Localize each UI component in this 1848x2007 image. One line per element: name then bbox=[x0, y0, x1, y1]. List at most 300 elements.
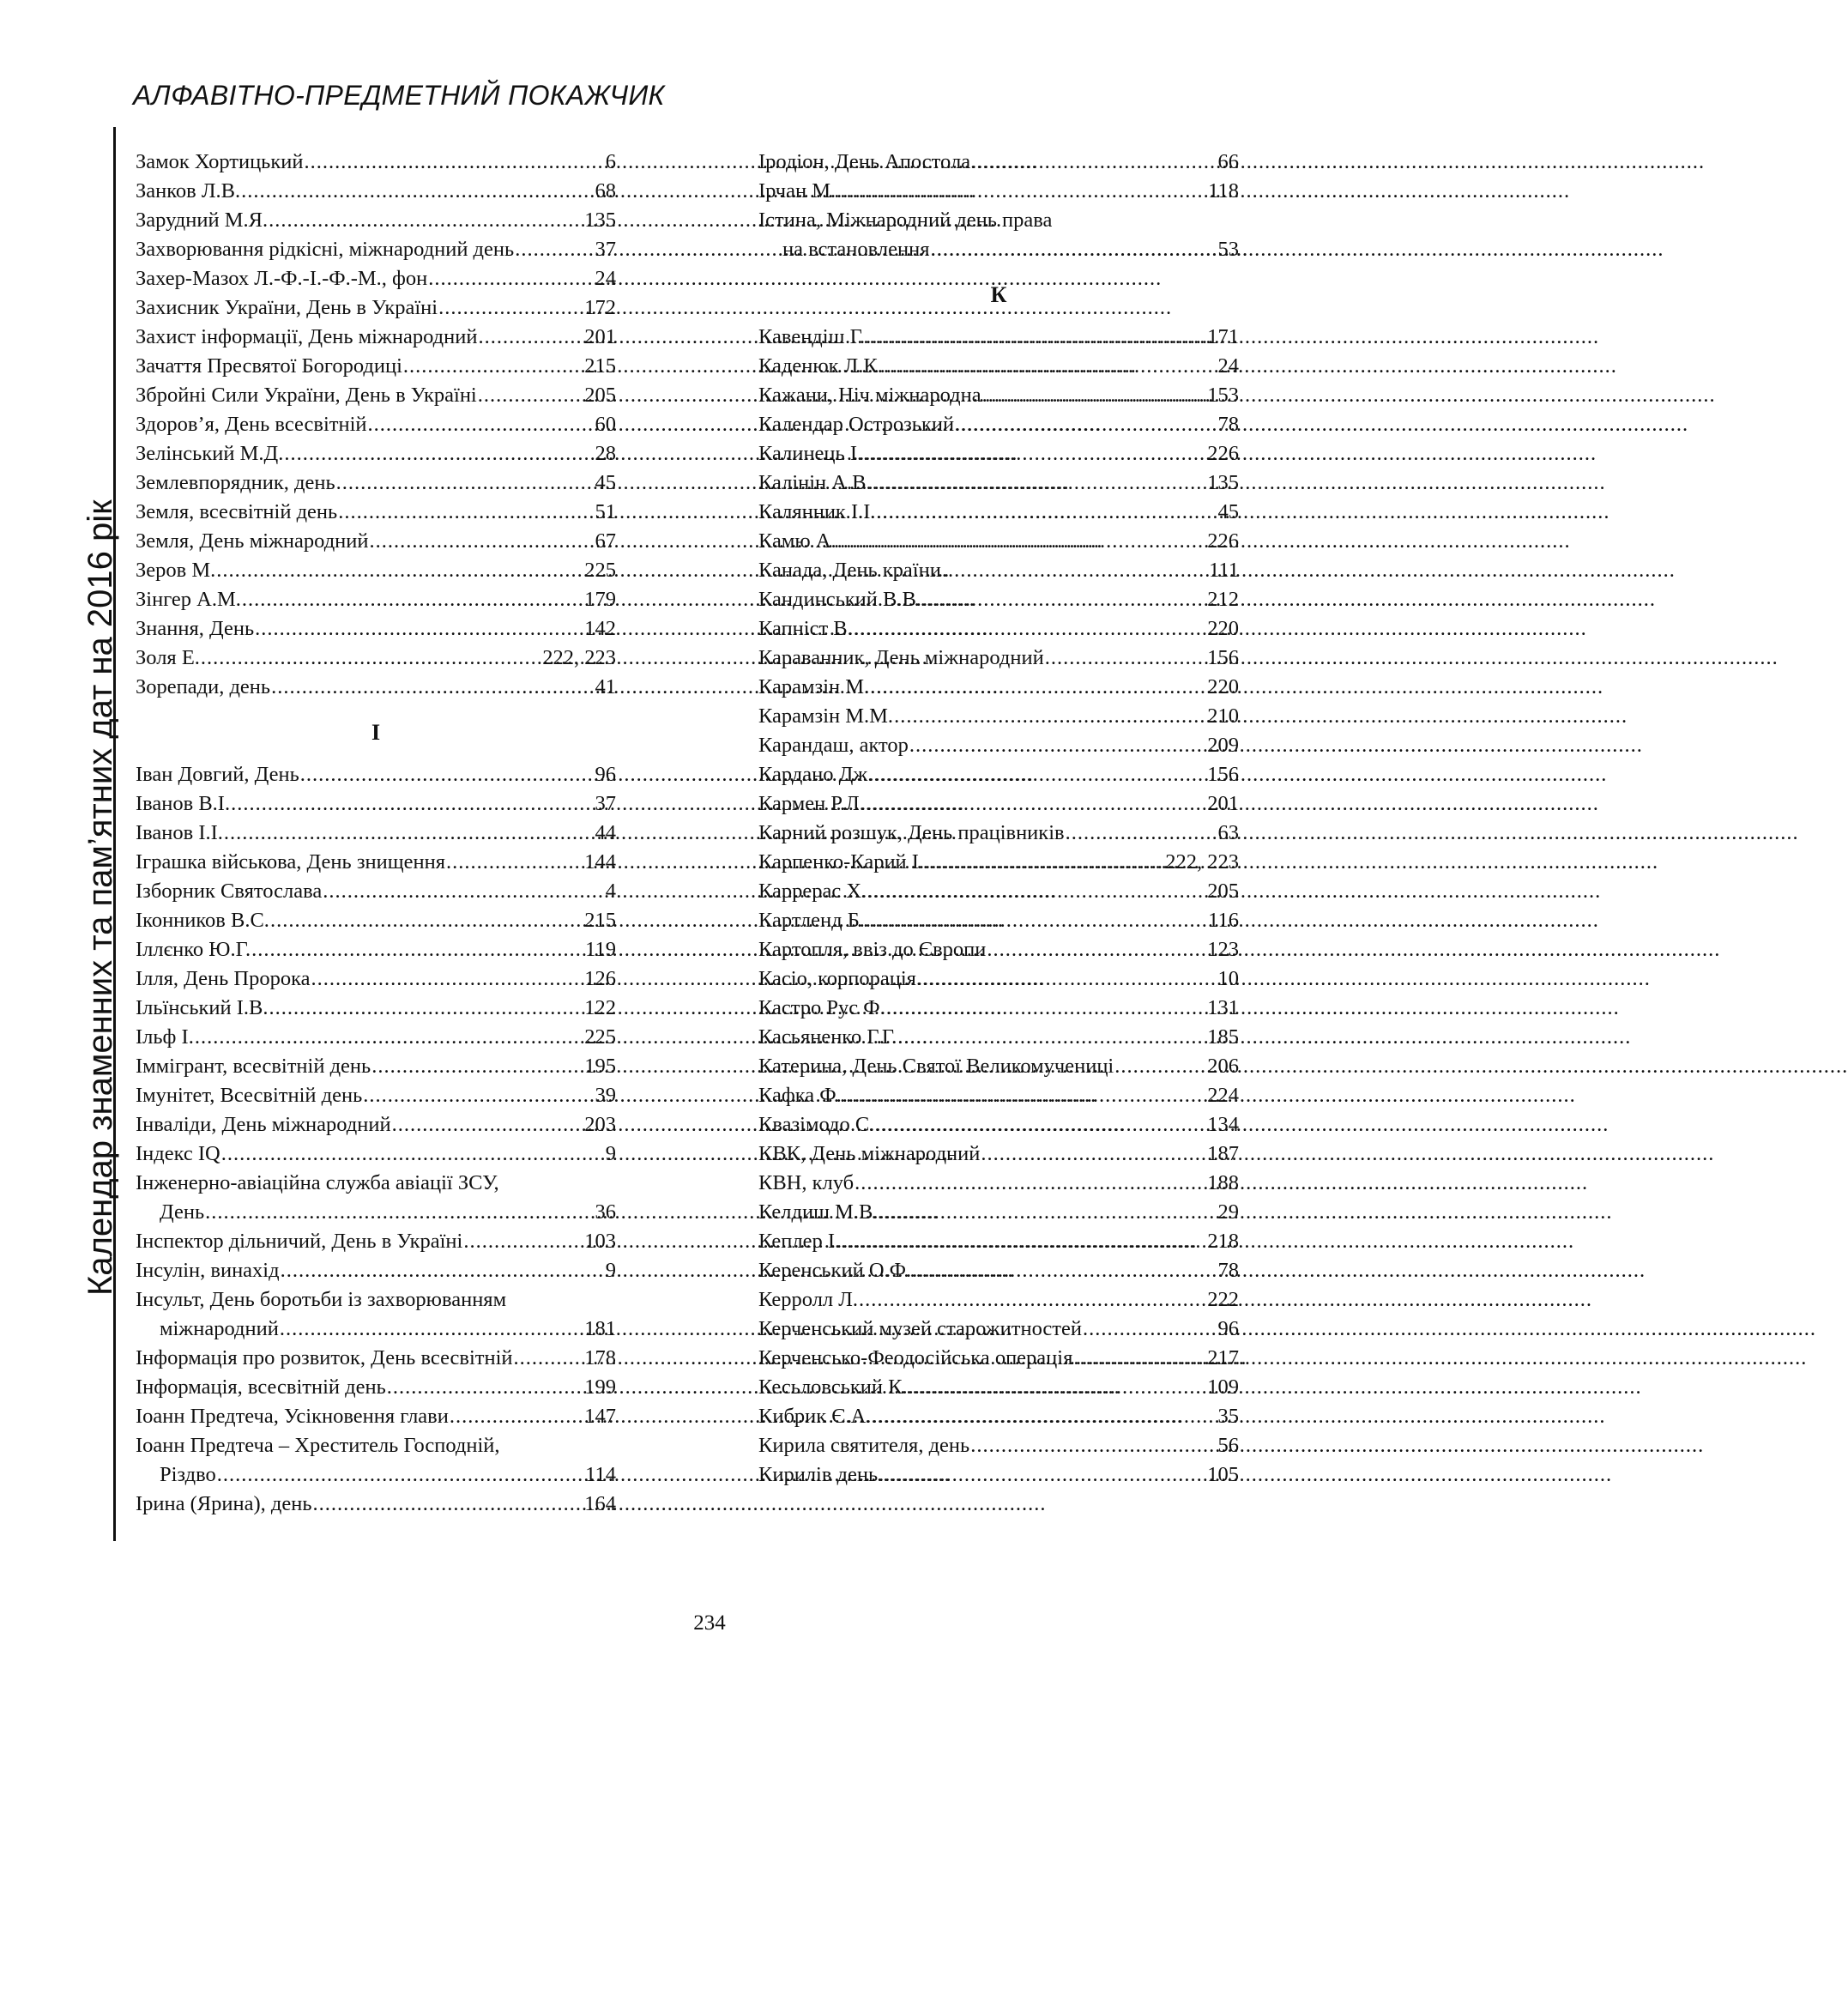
index-entry-term: Зеров М. bbox=[136, 559, 216, 582]
index-entry-term: Різдво bbox=[160, 1463, 216, 1486]
index-entry-page: 119 bbox=[585, 938, 616, 961]
index-entry-page: 37 bbox=[595, 238, 616, 261]
index-entry-page: 179 bbox=[584, 588, 616, 611]
index-entry-page: 220 bbox=[1207, 675, 1239, 698]
index-entry-page: 39 bbox=[595, 1084, 616, 1107]
dot-leader bbox=[931, 235, 1217, 264]
index-entry-term: Іграшка військова, День знищення bbox=[136, 850, 445, 874]
index-entry-page: 135 bbox=[1207, 471, 1239, 494]
index-entry bbox=[758, 789, 1239, 819]
index-entry-term: Каденюк Л.К. bbox=[758, 354, 883, 378]
index-entry-page: 45 bbox=[1217, 500, 1239, 523]
index-entry-page: 142 bbox=[584, 617, 616, 640]
index-entry bbox=[758, 1431, 1239, 1460]
index-entry-term: Зінгер А.М. bbox=[136, 588, 241, 611]
dot-leader bbox=[363, 1081, 594, 1110]
index-entry bbox=[758, 439, 1239, 469]
index-entry-page: 134 bbox=[1207, 1113, 1239, 1136]
dot-leader bbox=[870, 673, 1206, 702]
index-entry-page: 114 bbox=[585, 1463, 616, 1486]
index-entry bbox=[136, 1256, 616, 1285]
index-entry-term: Здоров’я, День всесвітній bbox=[136, 413, 367, 436]
dot-leader bbox=[866, 789, 1206, 819]
index-entry bbox=[136, 644, 616, 673]
index-entry-page: 122 bbox=[584, 996, 616, 1019]
index-entry-term: День bbox=[160, 1200, 205, 1224]
index-entry-page: 217 bbox=[1207, 1346, 1239, 1369]
index-entry-term: Зачаття Пресвятої Богородиці bbox=[136, 354, 402, 378]
index-entry-page: 66 bbox=[1217, 150, 1239, 173]
index-entry bbox=[758, 1198, 1239, 1227]
dot-leader bbox=[428, 264, 594, 293]
index-entry-page: 35 bbox=[1217, 1405, 1239, 1428]
index-entry-page: 6 bbox=[605, 150, 616, 173]
index-entry bbox=[758, 1256, 1239, 1285]
index-entry-page: 226 bbox=[1207, 442, 1239, 465]
index-entry-page: 164 bbox=[584, 1492, 616, 1515]
index-entry-page: 116 bbox=[1208, 909, 1239, 932]
index-entry-page: 218 bbox=[1207, 1230, 1239, 1253]
index-entry bbox=[136, 585, 616, 614]
index-entry-term: Збройні Сили України, День в Україні bbox=[136, 384, 477, 407]
dot-leader bbox=[231, 789, 594, 819]
index-entry bbox=[758, 848, 1239, 877]
index-entry bbox=[136, 1460, 616, 1490]
index-entry-term: Ільф І. bbox=[136, 1025, 194, 1049]
index-entry bbox=[136, 1198, 616, 1227]
index-entry-page: 96 bbox=[595, 763, 616, 786]
index-entry-term: Ірина (Ярина), день bbox=[136, 1492, 312, 1515]
dot-leader bbox=[879, 1460, 1206, 1490]
index-entry bbox=[758, 644, 1239, 673]
dot-leader bbox=[270, 906, 583, 935]
index-entry-term: Каррерас Х. bbox=[758, 880, 867, 903]
index-entry-page: 222 bbox=[1207, 1288, 1239, 1311]
index-entry-page: 222, 223 bbox=[542, 646, 616, 669]
dot-leader bbox=[873, 760, 1206, 789]
index-entry-page: 224 bbox=[1207, 1084, 1239, 1107]
index-entry-multiline bbox=[136, 1169, 616, 1227]
index-entry bbox=[136, 1081, 616, 1110]
dot-leader bbox=[866, 906, 1207, 935]
dot-leader bbox=[955, 410, 1217, 439]
index-entry-term: Картопля, ввіз до Європи bbox=[758, 938, 987, 961]
index-entry-page: 210 bbox=[1207, 704, 1239, 728]
index-entry bbox=[136, 760, 616, 789]
index-entry-term: Замок Хортицький bbox=[136, 150, 304, 173]
index-entry bbox=[136, 556, 616, 585]
index-entry-page: 201 bbox=[1207, 792, 1239, 815]
index-entry-term: Камю А. bbox=[758, 529, 836, 553]
index-entry bbox=[758, 527, 1239, 556]
index-entry-page: 29 bbox=[1217, 1200, 1239, 1224]
index-entry-page: 205 bbox=[1207, 880, 1239, 903]
dot-leader bbox=[971, 148, 1217, 177]
index-entry bbox=[136, 1227, 616, 1256]
index-entry-term: Ізборник Святослава bbox=[136, 880, 323, 903]
dot-leader bbox=[284, 439, 594, 469]
index-entry bbox=[758, 964, 1239, 994]
index-entry-page: 181 bbox=[584, 1317, 616, 1340]
index-entry-term: Земля, День міжнародний bbox=[136, 529, 369, 553]
index-entry-page: 201 bbox=[584, 325, 616, 348]
index-entry bbox=[136, 1490, 616, 1519]
index-entry bbox=[136, 439, 616, 469]
index-entry-term: Іван Довгий, День bbox=[136, 763, 299, 786]
index-entry-page: 178 bbox=[584, 1346, 616, 1369]
index-entry-first-line: Інсульт, День боротьби із захворюванням bbox=[136, 1288, 507, 1311]
index-entry-page: 78 bbox=[1217, 413, 1239, 436]
index-entry bbox=[758, 1285, 1239, 1315]
index-entry-term: Занков Л.В. bbox=[136, 179, 241, 203]
index-entry-page: 205 bbox=[584, 384, 616, 407]
index-entry bbox=[136, 410, 616, 439]
index-entry bbox=[136, 1140, 616, 1169]
index-entry-term: Кафка Ф. bbox=[758, 1084, 842, 1107]
dot-leader bbox=[313, 1490, 584, 1519]
index-entry-page: 144 bbox=[584, 850, 616, 874]
dot-leader bbox=[1083, 1315, 1217, 1344]
index-entry-page: 226 bbox=[1207, 529, 1239, 553]
dot-leader bbox=[450, 1402, 583, 1431]
index-entry bbox=[136, 819, 616, 848]
index-entry-first-line: Іоанн Предтеча – Хреститель Господній, bbox=[136, 1434, 500, 1457]
dot-leader bbox=[336, 469, 595, 498]
index-entry-page: 53 bbox=[1217, 238, 1239, 261]
index-entry-term: Катерина, День Святої Великомучениці bbox=[758, 1055, 1114, 1078]
index-entry-page: 44 bbox=[595, 821, 616, 844]
index-entry bbox=[136, 1402, 616, 1431]
index-entry-page: 37 bbox=[595, 792, 616, 815]
index-entry-term: Інформація про розвиток, День всесвітній bbox=[136, 1346, 513, 1369]
index-entry-term: Кардано Дж. bbox=[758, 763, 873, 786]
index-entry-page: 109 bbox=[1207, 1375, 1239, 1399]
index-entry bbox=[758, 1344, 1239, 1373]
index-entry-term: Карний розшук, День працівників bbox=[758, 821, 1065, 844]
index-entry-page: 156 bbox=[1207, 646, 1239, 669]
index-entry bbox=[136, 352, 616, 381]
index-entry bbox=[758, 1315, 1239, 1344]
dot-leader bbox=[338, 498, 594, 527]
index-entry-term: Іоанн Предтеча, Усікновення глави bbox=[136, 1405, 449, 1428]
index-entry-page: 4 bbox=[605, 880, 616, 903]
index-entry bbox=[758, 1110, 1239, 1140]
dot-leader bbox=[392, 1110, 584, 1140]
dot-leader bbox=[867, 877, 1206, 906]
index-entry-term: Келдиш М.В. bbox=[758, 1200, 879, 1224]
index-entry-page: 9 bbox=[605, 1259, 616, 1282]
index-entry-page: 28 bbox=[595, 442, 616, 465]
index-entry-term: Карпенко-Карий І. bbox=[758, 850, 925, 874]
index-entry bbox=[758, 352, 1239, 381]
index-entry bbox=[758, 381, 1239, 410]
index-entry-term: Керченський музей старожитностей bbox=[758, 1317, 1082, 1340]
index-entry bbox=[758, 673, 1239, 702]
index-entry-term: Калинець І. bbox=[758, 442, 863, 465]
index-entry-term: Керенський О.Ф. bbox=[758, 1259, 912, 1282]
dot-leader bbox=[886, 994, 1206, 1023]
index-entry-term: Іконников В.С. bbox=[136, 909, 269, 932]
index-entry-multiline bbox=[136, 1431, 616, 1490]
index-entry bbox=[136, 148, 616, 177]
index-entry bbox=[136, 1110, 616, 1140]
index-entry-term: Інсулін, винахід bbox=[136, 1259, 280, 1282]
index-entry-term: Імунітет, Всесвітній день bbox=[136, 1084, 363, 1107]
index-entry-term: Іванов І.І. bbox=[136, 821, 223, 844]
dot-leader bbox=[873, 469, 1207, 498]
index-entry-term: Землевпорядник, день bbox=[136, 471, 335, 494]
dot-leader bbox=[251, 935, 584, 964]
index-entry-term: Кажани, Ніч міжнародна bbox=[758, 384, 981, 407]
index-entry-term: Карамзін М. bbox=[758, 675, 870, 698]
dot-leader bbox=[280, 1315, 583, 1344]
index-header-title: АЛФАВІТНО-ПРЕДМЕТНИЙ ПОКАЖЧИК bbox=[133, 80, 665, 111]
dot-leader bbox=[242, 585, 583, 614]
index-entry bbox=[758, 1140, 1239, 1169]
index-entry bbox=[758, 614, 1239, 644]
index-entry-term: Захер-Мазох Л.-Ф.-І.-Ф.-М., фон bbox=[136, 267, 428, 290]
dot-leader bbox=[909, 731, 1206, 760]
index-entry-term: Картленд Б. bbox=[758, 909, 865, 932]
index-entry-term: Кирила святителя, день bbox=[758, 1434, 970, 1457]
index-entry bbox=[758, 1169, 1239, 1198]
index-entry-page: 111 bbox=[1209, 559, 1239, 582]
index-entry bbox=[136, 1315, 616, 1344]
index-entry-page: 68 bbox=[595, 179, 616, 203]
index-entry-page: 195 bbox=[584, 1055, 616, 1078]
index-entry bbox=[758, 1052, 1239, 1081]
index-entry-page: 78 bbox=[1217, 1259, 1239, 1282]
dot-leader bbox=[894, 702, 1206, 731]
dot-leader bbox=[981, 1140, 1206, 1169]
index-entry bbox=[758, 760, 1239, 789]
index-entry-page: 103 bbox=[584, 1230, 616, 1253]
index-entry-term: Інваліди, День міжнародний bbox=[136, 1113, 391, 1136]
dot-leader bbox=[1073, 1344, 1206, 1373]
index-entry bbox=[758, 731, 1239, 760]
index-entry-term: Кандинський В.В. bbox=[758, 588, 921, 611]
dot-leader bbox=[841, 1227, 1206, 1256]
index-entry-term: Кастро Рус Ф. bbox=[758, 996, 885, 1019]
index-entry-term: Інформація, всесвітній день bbox=[136, 1375, 386, 1399]
dot-leader bbox=[300, 760, 595, 789]
index-entry bbox=[136, 935, 616, 964]
index-entry bbox=[136, 323, 616, 352]
dot-leader bbox=[872, 1402, 1217, 1431]
dot-leader bbox=[837, 527, 1207, 556]
index-entry-page: 24 bbox=[595, 267, 616, 290]
dot-leader bbox=[917, 964, 1217, 994]
index-entry bbox=[136, 177, 616, 206]
dot-leader bbox=[982, 381, 1207, 410]
index-entry-page: 220 bbox=[1207, 617, 1239, 640]
index-entry-term: Інспектор дільничий, День в Україні bbox=[136, 1230, 463, 1253]
dot-leader bbox=[371, 1052, 583, 1081]
index-entry-page: 209 bbox=[1207, 734, 1239, 757]
index-entry bbox=[136, 1023, 616, 1052]
index-entry-page: 203 bbox=[584, 1113, 616, 1136]
index-entry-term: Карамзін М.М. bbox=[758, 704, 894, 728]
index-entry-page: 63 bbox=[1217, 821, 1239, 844]
calendar-side-title: Календар знаменних та пам’ятних дат на 2016 рік bbox=[82, 499, 119, 1296]
dot-leader bbox=[836, 177, 1207, 206]
index-entry-page: 9 bbox=[605, 1142, 616, 1165]
index-entry-term: Керченсько-Феодосійська операція bbox=[758, 1346, 1073, 1369]
index-entry bbox=[758, 1081, 1239, 1110]
dot-leader bbox=[855, 1169, 1206, 1198]
index-entry-page: 199 bbox=[584, 1375, 616, 1399]
index-entry-page: 41 bbox=[595, 675, 616, 698]
index-entry bbox=[758, 819, 1239, 848]
index-entry bbox=[758, 877, 1239, 906]
dot-leader bbox=[909, 1373, 1207, 1402]
index-entry bbox=[136, 264, 616, 293]
dot-leader bbox=[863, 439, 1206, 469]
index-entry-multiline bbox=[758, 206, 1239, 264]
index-entry-page: 185 bbox=[1207, 1025, 1239, 1049]
index-entry bbox=[758, 148, 1239, 177]
index-entry bbox=[136, 877, 616, 906]
dot-leader bbox=[201, 644, 541, 673]
dot-leader bbox=[195, 1023, 583, 1052]
index-entry bbox=[136, 964, 616, 994]
dot-leader bbox=[216, 556, 583, 585]
dot-leader bbox=[271, 673, 594, 702]
index-entry bbox=[136, 848, 616, 877]
dot-leader bbox=[922, 585, 1206, 614]
index-entry-page: 153 bbox=[1207, 384, 1239, 407]
index-entry-first-line: Істина, Міжнародний день права bbox=[758, 209, 1053, 232]
index-entry bbox=[136, 498, 616, 527]
index-entry-term: на встановлення bbox=[782, 238, 930, 261]
index-entry-term: Кирилів день bbox=[758, 1463, 879, 1486]
index-entry-term: Карандаш, актор bbox=[758, 734, 909, 757]
index-entry-term: Кавендіш Г. bbox=[758, 325, 866, 348]
index-entry-term: Іллєнко Ю.Г. bbox=[136, 938, 251, 961]
index-entry-term: КВК, День міжнародний bbox=[758, 1142, 981, 1165]
index-entry-term: міжнародний bbox=[160, 1317, 279, 1340]
index-entry-page: 215 bbox=[584, 354, 616, 378]
index-entry-multiline bbox=[136, 1285, 616, 1344]
index-entry-page: 60 bbox=[595, 413, 616, 436]
index-entry-page: 135 bbox=[584, 209, 616, 232]
index-entry bbox=[136, 673, 616, 702]
dot-leader bbox=[323, 877, 605, 906]
index-entry-page: 67 bbox=[595, 529, 616, 553]
index-entry-term: Кибрик Є.А. bbox=[758, 1405, 872, 1428]
index-entry bbox=[136, 235, 616, 264]
index-entry-page: 171 bbox=[1207, 325, 1239, 348]
dot-leader bbox=[912, 1256, 1217, 1285]
dot-leader bbox=[925, 848, 1164, 877]
dot-leader bbox=[255, 614, 583, 644]
dot-leader bbox=[842, 1081, 1206, 1110]
index-entry-page: 24 bbox=[1217, 354, 1239, 378]
index-entry bbox=[758, 1227, 1239, 1256]
index-entry bbox=[758, 906, 1239, 935]
index-entry-page: 10 bbox=[1217, 967, 1239, 990]
index-entry-term: Кеплер І. bbox=[758, 1230, 841, 1253]
index-entry-page: 105 bbox=[1207, 1463, 1239, 1486]
dot-leader bbox=[514, 1344, 584, 1373]
index-entry-page: 126 bbox=[584, 967, 616, 990]
index-entry-first-line: Інженерно-авіаційна служба авіації ЗСУ, bbox=[136, 1171, 499, 1194]
dot-leader bbox=[205, 1198, 594, 1227]
index-column-right bbox=[758, 148, 1239, 1490]
index-entry bbox=[136, 1373, 616, 1402]
index-entry-page: 96 bbox=[1217, 1317, 1239, 1340]
index-entry-term: Капніст В. bbox=[758, 617, 853, 640]
index-entry-term: Калінін А.В. bbox=[758, 471, 872, 494]
index-entry-term: Касьяненко Г.Г. bbox=[758, 1025, 897, 1049]
index-entry bbox=[136, 206, 616, 235]
index-entry bbox=[758, 1402, 1239, 1431]
dot-leader bbox=[387, 1373, 584, 1402]
index-letter-heading: К bbox=[990, 282, 1007, 307]
index-entry bbox=[758, 1373, 1239, 1402]
dot-leader bbox=[241, 177, 594, 206]
index-entry-term: Золя Е. bbox=[136, 646, 200, 669]
dot-leader bbox=[875, 1110, 1206, 1140]
index-entry-term: Квазімодо С. bbox=[758, 1113, 875, 1136]
index-entry bbox=[136, 906, 616, 935]
index-entry-page: 118 bbox=[1208, 179, 1239, 203]
index-entry bbox=[136, 527, 616, 556]
index-entry bbox=[136, 1052, 616, 1081]
index-entry-page: 123 bbox=[1207, 938, 1239, 961]
dot-leader bbox=[859, 1285, 1206, 1315]
index-entry bbox=[758, 177, 1239, 206]
index-entry-term: Іродіон, День Апостола bbox=[758, 150, 971, 173]
dot-leader bbox=[463, 1227, 583, 1256]
dot-leader bbox=[478, 381, 584, 410]
dot-leader bbox=[877, 498, 1217, 527]
index-entry bbox=[758, 994, 1239, 1023]
dot-leader bbox=[1066, 819, 1217, 848]
index-entry bbox=[758, 235, 1239, 264]
index-entry-term: Календар Острозький bbox=[758, 413, 955, 436]
index-entry-page: 36 bbox=[595, 1200, 616, 1224]
index-entry bbox=[758, 1023, 1239, 1052]
index-entry-page: 45 bbox=[595, 471, 616, 494]
dot-leader bbox=[1045, 644, 1207, 673]
index-entry bbox=[136, 381, 616, 410]
dot-leader bbox=[515, 235, 594, 264]
index-entry-page: 225 bbox=[584, 1025, 616, 1049]
dot-leader bbox=[942, 556, 1208, 585]
index-entry bbox=[136, 789, 616, 819]
dot-leader bbox=[879, 1198, 1217, 1227]
dot-leader bbox=[269, 994, 584, 1023]
dot-leader bbox=[970, 1431, 1217, 1460]
index-entry-term: Ілля, День Пророка bbox=[136, 967, 311, 990]
index-entry-term: Індекс IQ bbox=[136, 1142, 220, 1165]
index-entry-term: Керролл Л. bbox=[758, 1288, 859, 1311]
index-entry bbox=[136, 1344, 616, 1373]
index-entry-term: Ірчан М. bbox=[758, 179, 836, 203]
index-entry-term: Зарудний М.Я. bbox=[136, 209, 269, 232]
dot-leader bbox=[368, 410, 595, 439]
index-entry-page: 147 bbox=[584, 1405, 616, 1428]
index-entry-page: 225 bbox=[584, 559, 616, 582]
dot-leader bbox=[305, 148, 605, 177]
dot-leader bbox=[217, 1460, 584, 1490]
dot-leader bbox=[446, 848, 583, 877]
index-entry-page: 51 bbox=[595, 500, 616, 523]
index-entry-page: 212 bbox=[1207, 588, 1239, 611]
index-entry-term: Калянник І.І. bbox=[758, 500, 876, 523]
index-entry-term: Канада, День країни bbox=[758, 559, 941, 582]
